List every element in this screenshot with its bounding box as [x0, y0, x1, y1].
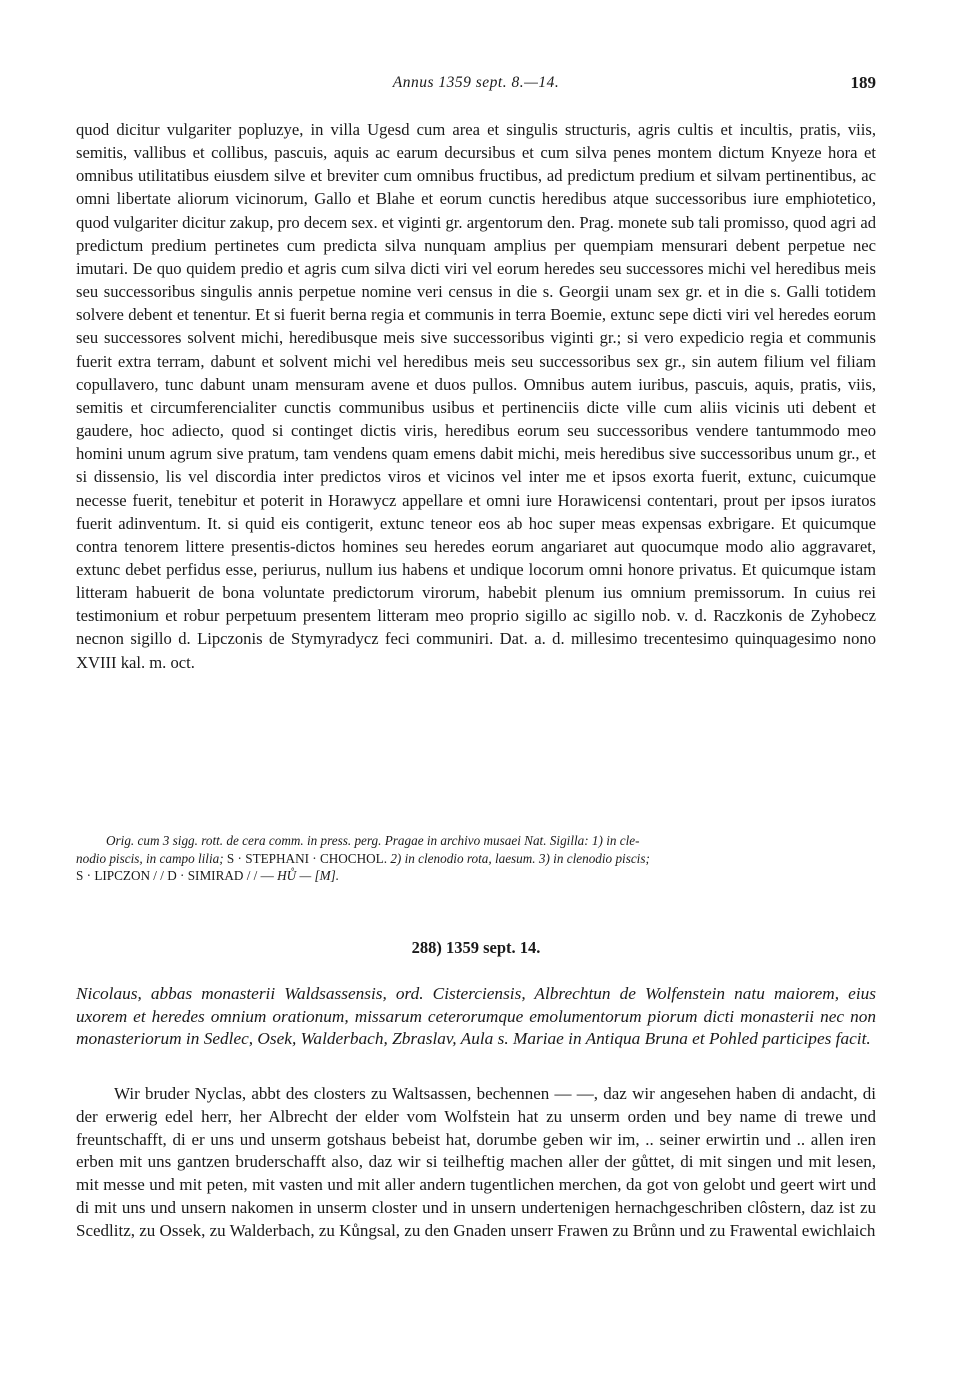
source-note-line: [76, 867, 876, 885]
document-heading: 288) 1359 sept. 14.: [411, 938, 541, 957]
running-title: Annus 1359 sept. 8.—14.: [392, 74, 560, 91]
german-paragraph: Wir bruder Nyclas, abbt des closters zu Waltsassen, bechennen — —, daz wir angesehen haben di andacht, di der erwerig edel herr, her Albrecht der elder vom Wolfstein hat zu unserm orden und bey name di trewe und freuntschafft, di er uns und unserm gotshaus bebeist hat, dorumbe geben wir im, .. seiner erwirtin und .. allen iren erben mit uns gantzen bruderschafft also, daz wir si teilheftig machen aller der gůttet, di mit singen und mit lesen, mit messe und mit peten, mit vasten und mit aller andern tugentlichen merchen, da got von gelobt und geert wirt und di mit uns und unsern nakomen in unserm closter und in unsern undertenigen hernachgeschriben clôstern, daz ist zu Scedlitz, zu Ossek, zu Walderbach, zu Kůngsal, zu den Gnaden unserr Frawen zu Brůnn und zu Frawental ewichlaich: [76, 1084, 876, 1240]
regest-summary: Nicolaus, abbas monasterii Waldsassensis, ord. Cisterciensis, Albrechtun de Wolfenstein natu maiorem, eius uxorem et heredes omnium orationum, missarum ceterorumque emolumentorum piorum dicti monasterii nec non monasteriorum in Sedlec, Osek, Walderbach, Zbraslav, Aula s. Mariae in Antiqua Bruna et Pohled participes facit.: [76, 984, 876, 1048]
source-note-text: Orig. cum 3 sigg. rott. de cera comm. in press. perg. Pragae in archivo musaei Nat. Sigilla: 1) in cle-: [106, 833, 640, 848]
charter-text: [76, 118, 876, 674]
source-note-text: 2) in clenodio rota, laesum. 3) in clenodio piscis;: [390, 850, 650, 866]
source-note-text: nodio piscis, in campo lilia;: [76, 850, 224, 866]
seal-legend: S · STEPHANI · CHOCHOL.: [223, 850, 391, 866]
running-head: [76, 74, 876, 96]
source-note: [76, 832, 876, 885]
source-note-line: [76, 832, 876, 850]
german-charter-text: [76, 1083, 876, 1243]
seal-legend: S · LIPCZON / / D · SIMIRAD / / —: [76, 868, 278, 883]
charter-paragraph: quod dicitur vulgariter popluzye, in villa Ugesd cum area et singulis structuris, agris cultis et incultis, pratis, viis, semitis, vallibus et collibus, pascuis, aquis ac earum decursibus et cum silva penes montem dictum Knyeze hora et omnibus utilitatibus eiusdem silve et breviter cum omnibus fructibus, ad predictum predium et silvam pertinentibus, ac omni libertate aliorum vicinorum, Gallo et Blahe et eorum cunctis heredibus atque successoribus iure emphiotetico, quod vulgariter dicitur zakup, pro decem sex. et viginti gr. argentorum den. Prag. monete sub tali promisso, quod agri ad predictum predium pertinetes cum predicta silva nunquam amplius per quempiam mensurari debent perpetue nec imutari. De quo quidem predio et agris cum silva dicti viri vel eorum heredes seu successores michi vel heredibus meis seu successoribus singulis annis perpetue nomine veri census in die s. Georgii unam sex gr. et in die s. Galli totidem solvere debent et tenentur. Et si fuerit berna regia et communis in terra Boemie, extunc sepe dicti viri vel heredes eorum seu successores solvent michi, heredibusque meis sive successoribus viginti gr.; si vero expedicio regia et communis fuerit extra terram, dabunt et solvent michi vel heredibus meis seu successoribus sex gr., sin autem filium vel filiam copullavero, tunc dabunt unam mensuram avene et duos pullos. Omnibus autem iuribus, pascuis, aquis, pratis, viis, semitis et circumferencialiter cunctis communibus usibus et pertinenciis dicte ville cum aliis vicinis uti debent et gaudere, hoc adiecto, quod si continget dictis viris, heredibus eorum seu successoribus vendere tantummodo meo homini unum agrum sive pratum, tam vendens quam emens dabit michi, meis heredibus sive successoribus unum gr., et si dissensio, lis vel discordia inter predictos viros et vicinos vel inter me et ipsos exorta fuerit, extunc, cuicumque necesse fuerit, tenebitur et poterit in Horawycz appellare et omni iure Horawicensi contentari, prout per ipsos iuratos fuerit adinventum. It. si quid eis contigerit, extunc teneor eos ab hoc super meas expensas exbrigare. Et quicumque contra tenorem littere presentis-dictos homines seu heredes eorum angariaret aut quocumque modo alio aggravaret, extunc debet perfidus esse, periurus, nullum ius habens et undique locorum omni honore privatus. Et quicumque istam litteram habuerit de bona voluntate predictorum virorum, habebit plenum ius omnium premissorum. In cuius rei testimonium et robur perpetuum presentem litteram meo proprio sigillo ac sigillo nob. v. d. Raczkonis de Zyhobecz necnon sigillo d. Lipczonis de Stymyradycz feci communiri. Dat. a. d. millesimo trecentesimo quinquagesimo nono XVIII kal. m. oct.: [76, 120, 876, 672]
source-note-text: HŮ — [M].: [277, 868, 340, 883]
page-number: 189: [850, 73, 876, 92]
source-note-line: [76, 850, 876, 868]
